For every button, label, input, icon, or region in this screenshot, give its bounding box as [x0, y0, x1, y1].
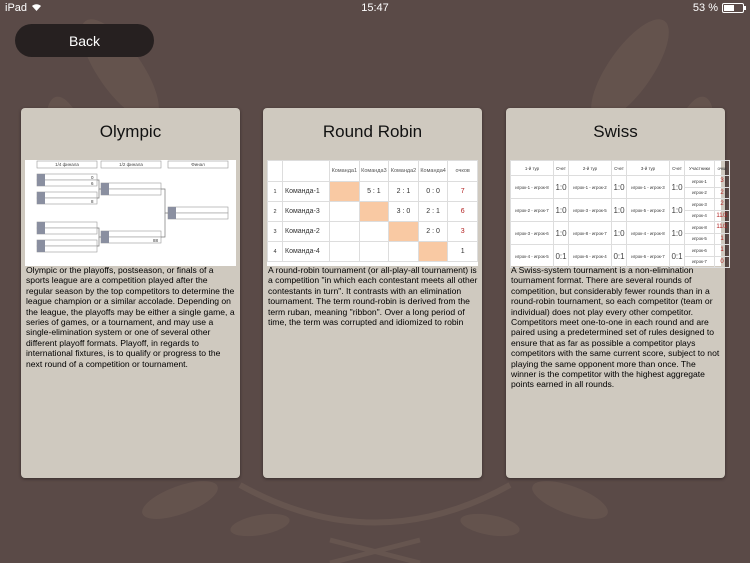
score-cell: 1:0 [554, 199, 569, 222]
swiss-title: Swiss [593, 122, 638, 141]
header-cell: очков [448, 161, 478, 182]
score-cell: 0:1 [612, 245, 627, 268]
player-name: игрок-4 [685, 210, 715, 222]
player-points: 1 [715, 245, 730, 257]
player-points: 11/2 [715, 222, 730, 234]
team-name: Команда-3 [283, 202, 330, 222]
player-points: 2 [715, 199, 730, 211]
header-cell: Счет [670, 161, 685, 176]
swiss-table [510, 160, 730, 268]
score-cell: 1:0 [612, 222, 627, 245]
player-name: игрок-7 [685, 256, 715, 268]
empty-cell [359, 242, 389, 262]
match-cell: игрок-4 - игрок-8 [627, 222, 670, 245]
match-cell: игрок-6 - игрок-7 [627, 245, 670, 268]
olympic-bracket-image [25, 160, 236, 266]
score-cell: 1:0 [670, 176, 685, 199]
match-cell: игрок-1 - игрок-2 [569, 176, 612, 199]
score-cell: 1:0 [670, 199, 685, 222]
bracket-diagram [25, 160, 236, 266]
score-cell: 3 : 0 [389, 202, 419, 222]
player-points: 3 [715, 176, 730, 188]
table-row [511, 176, 730, 188]
empty-cell [389, 242, 419, 262]
table-header-row [268, 161, 478, 182]
roundrobin-table [267, 160, 478, 262]
score-cell: 2 : 0 [418, 222, 448, 242]
player-points: 11/2 [715, 210, 730, 222]
player-name: игрок-1 [685, 176, 715, 188]
header-cell: Счет [554, 161, 569, 176]
status-bar [0, 0, 750, 16]
roundrobin-description: A round-robin tournament (or all-play-all tournament) is a competition "in which each contestant meets all other contestants in turn". It contrasts with an elimination tournament. The term round-robin is derived from the term ruban, meaning "ribbon". Over a long period of time, the term was corrupted and idiomized to robin [268, 265, 478, 328]
header-cell: Участники [685, 161, 715, 176]
self-cell [359, 202, 389, 222]
row-number: 3 [268, 222, 283, 242]
match-cell: игрок-1 - игрок-8 [511, 176, 554, 199]
roundrobin-table-image [267, 160, 478, 266]
table-row [268, 242, 478, 262]
row-number: 4 [268, 242, 283, 262]
table-row [268, 202, 478, 222]
self-cell [330, 182, 360, 202]
self-cell [418, 242, 448, 262]
score-cell: 1:0 [670, 222, 685, 245]
bracket-score-2: 6 [91, 181, 94, 186]
row-number: 1 [268, 182, 283, 202]
score-cell: 0:1 [670, 245, 685, 268]
player-name: игрок-8 [685, 222, 715, 234]
back-button[interactable]: Back [15, 24, 154, 57]
clock: 15:47 [361, 2, 389, 14]
olympic-description: Olympic or the playoffs, postseason, or finals of a sports league are a competition played after the regular season by the top competitors to determine the league champion or a similar accolade. Depending on the league, the playoffs may be either a single game, a series of games, or a tournament, and may use a single-elimination system or one of several other different playoff formats. Playoff, in regards to international fixtures, is to qualify or progress to the next round of a competition or tournament. [26, 265, 235, 369]
match-cell: игрок-4 - игрок-5 [511, 245, 554, 268]
score-cell: 1:0 [612, 176, 627, 199]
score-cell: 1:0 [554, 176, 569, 199]
olympic-card[interactable] [21, 108, 240, 478]
table-row [268, 222, 478, 242]
player-points: 2 [715, 187, 730, 199]
roundrobin-title: Round Robin [322, 122, 423, 141]
bracket-header-semi: 1/2 финала [119, 162, 143, 167]
score-cell: 1:0 [612, 199, 627, 222]
bracket-header-quarter: 1/4 финала [55, 162, 79, 167]
device-name: iPad [5, 2, 28, 14]
bracket-score-4: 88 [153, 238, 159, 243]
table-row [511, 245, 730, 257]
points-cell: 6 [448, 202, 478, 222]
team-name: Команда-2 [283, 222, 330, 242]
battery-icon [722, 3, 744, 13]
match-cell: игрок-6 - игрок-4 [569, 245, 612, 268]
match-cell: игрок-3 - игрок-5 [569, 199, 612, 222]
empty-cell [359, 222, 389, 242]
match-cell: игрок-8 - игрок-7 [569, 222, 612, 245]
match-cell: игрок-5 - игрок-2 [627, 199, 670, 222]
points-cell: 7 [448, 182, 478, 202]
player-points: 1 [715, 233, 730, 245]
header-cell: очки [715, 161, 730, 176]
header-cell: Счет [612, 161, 627, 176]
score-cell: 2 : 1 [389, 182, 419, 202]
team-name: Команда-1 [283, 182, 330, 202]
score-cell: 2 : 1 [418, 202, 448, 222]
score-cell: 0 : 0 [418, 182, 448, 202]
header-cell: 3-й тур [627, 161, 670, 176]
self-cell [389, 222, 419, 242]
bracket-score-3: 8 [91, 199, 94, 204]
header-cell: Команда1 [330, 161, 360, 182]
header-cell: 1-й тур [511, 161, 554, 176]
player-name: игрок-2 [685, 187, 715, 199]
team-name: Команда-4 [283, 242, 330, 262]
points-cell: 1 [448, 242, 478, 262]
player-name: игрок-5 [685, 233, 715, 245]
bracket-score-1: 0 [91, 175, 94, 180]
battery-percent: 53 % [692, 2, 718, 14]
score-cell: 5 : 1 [359, 182, 389, 202]
empty-cell [330, 242, 360, 262]
row-number: 2 [268, 202, 283, 222]
score-cell: 1:0 [554, 222, 569, 245]
table-row [268, 182, 478, 202]
empty-cell [330, 222, 360, 242]
olympic-title: Olympic [99, 122, 162, 141]
player-name: игрок-6 [685, 245, 715, 257]
table-header-row [511, 161, 730, 176]
header-cell: Команда4 [418, 161, 448, 182]
swiss-table-image [510, 160, 728, 266]
header-cell: Команда2 [389, 161, 419, 182]
points-cell: 3 [448, 222, 478, 242]
match-cell: игрок-1 - игрок-3 [627, 176, 670, 199]
match-cell: игрок-2 - игрок-7 [511, 199, 554, 222]
player-name: игрок-3 [685, 199, 715, 211]
header-cell: Команда3 [359, 161, 389, 182]
empty-cell [330, 202, 360, 222]
battery-level [724, 5, 734, 11]
swiss-description: A Swiss-system tournament is a non-elimination tournament format. There are several rounds of competition, but considerably fewer rounds than in a round-robin tournament, so each competitor (team or individual) does not play every other competitor. Competitors meet one-to-one in each round and are paired using a predetermined set of rules designed to ensure that as far as possible a competitor plays competitors with the same current score, subject to not playing the same opponent more than once. The winner is the competitor with the highest aggregate points earned in all rounds. [511, 265, 720, 390]
table-row [511, 222, 730, 234]
swiss-card[interactable] [506, 108, 728, 478]
score-cell: 0:1 [554, 245, 569, 268]
roundrobin-card[interactable] [263, 108, 482, 478]
match-cell: игрок-3 - игрок-6 [511, 222, 554, 245]
player-points: 0 [715, 256, 730, 268]
header-cell: 2-й тур [569, 161, 612, 176]
bracket-header-final: Финал [191, 162, 205, 167]
table-row [511, 199, 730, 211]
